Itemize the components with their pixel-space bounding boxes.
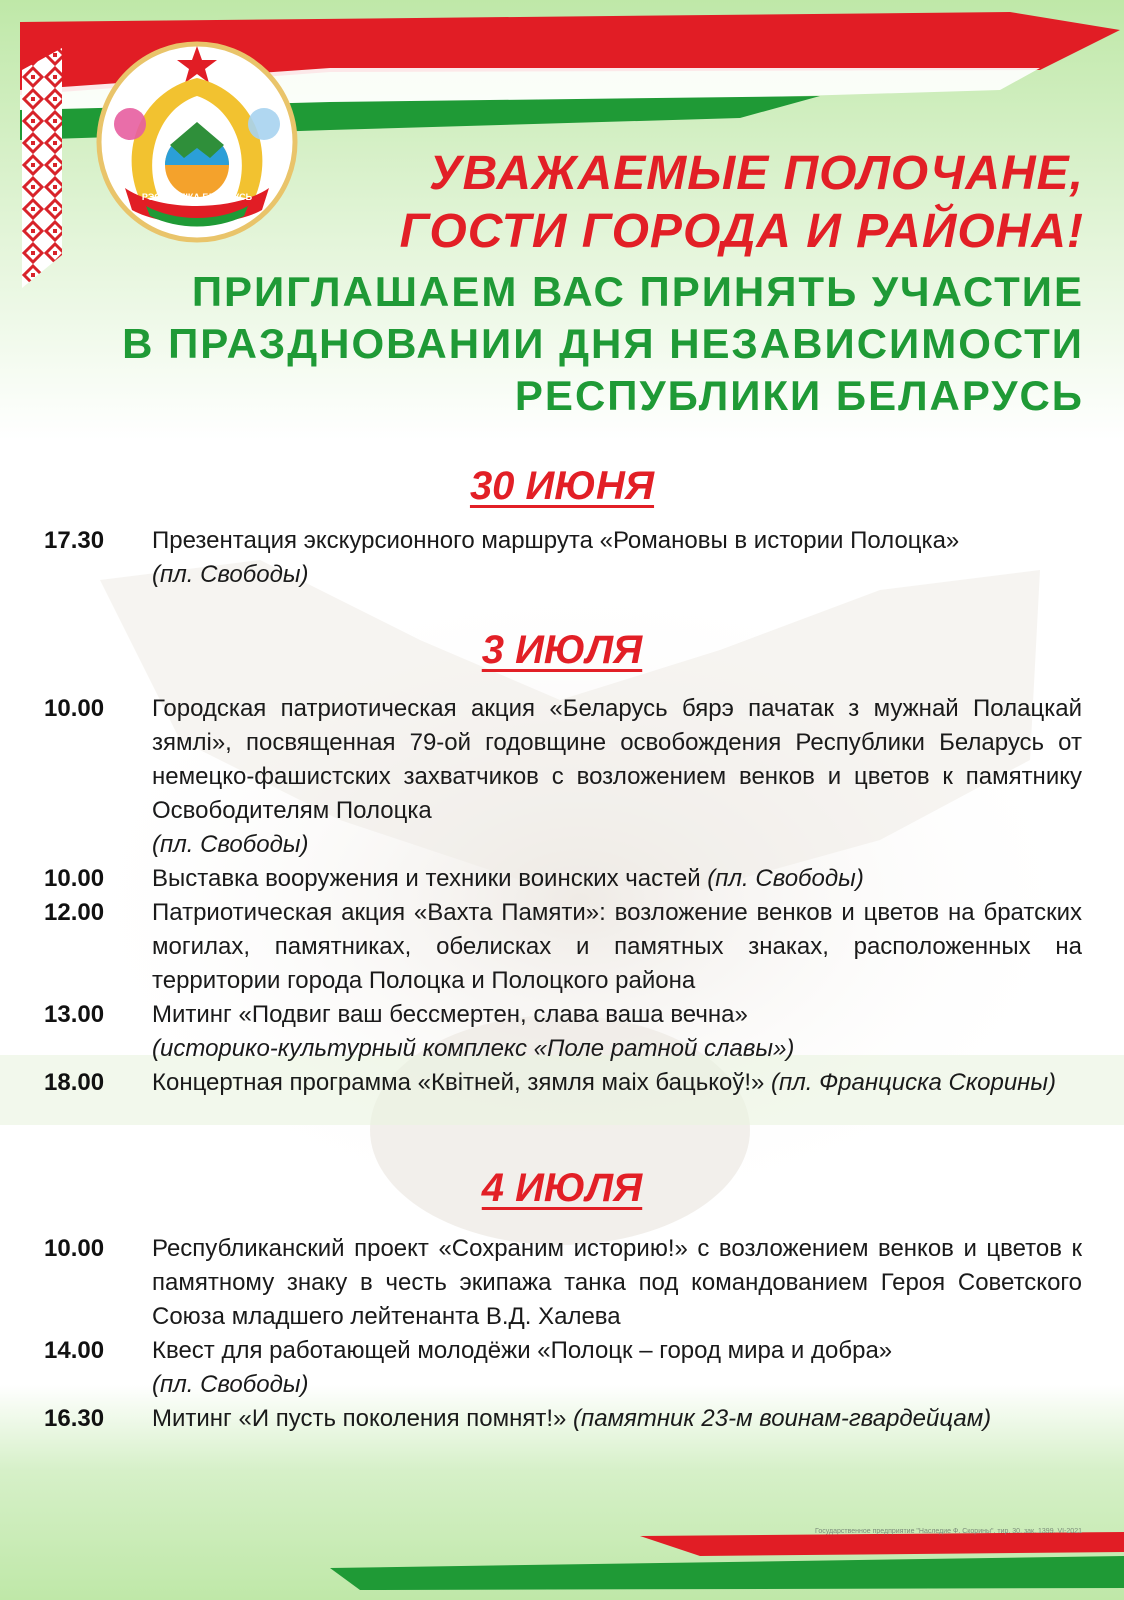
event-time: 12.00 — [44, 899, 105, 926]
event-place: (историко-культурный комплекс «Поле ратной славы») — [152, 1035, 795, 1062]
event-place: (памятник 23-м воинам-гвардейцам) — [573, 1405, 992, 1432]
invitation-line-1: ПРИГЛАШАЕМ ВАС ПРИНЯТЬ УЧАСТИЕ — [191, 268, 1084, 315]
event-item — [44, 1232, 1084, 1334]
event-time: 10.00 — [44, 1235, 105, 1262]
event-time: 13.00 — [44, 1001, 105, 1028]
event-text: Митинг «И пусть поколения помнят!» — [152, 1405, 567, 1432]
print-info-note: Государственное предприятие "Наследие Ф. Скорины". тир. 30. зак. 1399. VI-2021 — [815, 1528, 1082, 1535]
greeting-line-2: ГОСТИ ГОРОДА И РАЙОНА! — [399, 205, 1084, 258]
event-item — [44, 896, 1084, 998]
date-heading-july-3: 3 ИЮЛЯ — [481, 628, 643, 672]
event-time: 17.30 — [44, 527, 105, 554]
greeting-line-1: УВАЖАЕМЫЕ ПОЛОЧАНЕ, — [429, 147, 1084, 200]
invitation-line-3: РЕСПУБЛИКИ БЕЛАРУСЬ — [514, 372, 1084, 419]
event-item — [44, 1066, 1084, 1100]
event-time: 10.00 — [44, 695, 105, 722]
ornament-stripe — [22, 48, 62, 288]
emblem-ribbon-text: РЭСПУБЛІКА БЕЛАРУСЬ — [141, 192, 253, 202]
event-place: (пл. Свободы) — [152, 831, 309, 858]
event-time: 16.30 — [44, 1405, 105, 1432]
invitation-line-2: В ПРАЗДНОВАНИИ ДНЯ НЕЗАВИСИМОСТИ — [122, 320, 1084, 367]
event-time: 10.00 — [44, 865, 105, 892]
event-text: Выставка вооружения и техники воинских частей — [152, 865, 701, 892]
date-heading-july-4: 4 ИЮЛЯ — [481, 1166, 643, 1210]
event-place: (пл. Свободы) — [707, 865, 864, 892]
event-text: Квест для работающей молодёжи «Полоцк – город мира и добра» — [152, 1337, 893, 1364]
event-text: Республиканский проект «Сохраним историю!» с возложением венков и цветов к памятному знаку в честь экипажа танка под командованием Героя Советского Союза младшего лейтенанта В.Д. Халева — [152, 1235, 1082, 1330]
event-place: (пл. Свободы) — [152, 561, 309, 588]
event-time: 18.00 — [44, 1069, 105, 1096]
event-item — [44, 692, 1084, 862]
event-text: Митинг «Подвиг ваш бессмертен, слава ваша вечна» — [152, 1001, 748, 1028]
event-item — [44, 862, 1084, 896]
event-text: Патриотическая акция «Вахта Памяти»: возложение венков и цветов на братских могилах, памятниках, обелисках и памятных знаках, расположенных на территории города Полоцка и Полоцкого района — [152, 899, 1082, 994]
event-text: Городская патриотическая акция «Беларусь бярэ пачатак з мужнай Полацкай зямлі», посвященная 79-ой годовщине освобождения Республики Беларусь от немецко-фашистских захватчиков с возложением венков и цветов к памятнику Освободителям Полоцка — [152, 695, 1082, 824]
event-place: (пл. Свободы) — [152, 1371, 309, 1398]
event-item — [44, 1334, 1084, 1402]
event-item — [44, 1402, 1084, 1436]
belarus-emblem — [99, 44, 295, 240]
bottom-red-ribbon — [640, 1532, 1124, 1556]
event-item — [44, 998, 1084, 1066]
event-time: 14.00 — [44, 1337, 105, 1364]
event-item — [44, 524, 1084, 592]
event-text: Концертная программа «Квітней, зямля маіх бацькоў!» — [152, 1069, 765, 1096]
event-place: (пл. Франциска Скорины) — [771, 1069, 1057, 1096]
event-text: Презентация экскурсионного маршрута «Романовы в истории Полоцка» — [152, 527, 960, 554]
date-heading-june-30: 30 ИЮНЯ — [469, 464, 655, 508]
